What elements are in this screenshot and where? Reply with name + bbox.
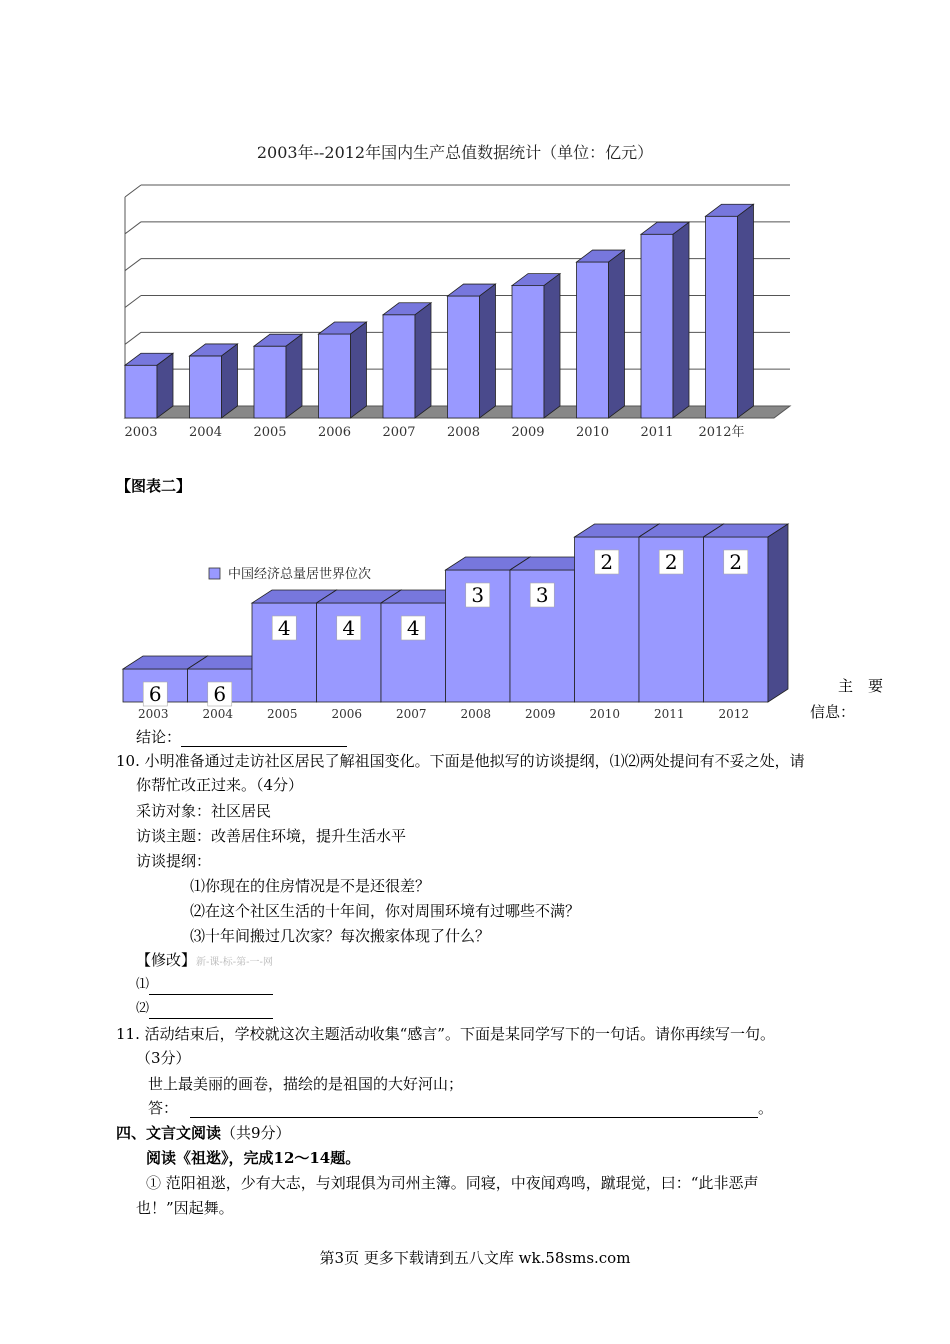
q11-answer-end: 。 [758,1099,774,1117]
rank-x-label: 2010 [589,707,621,721]
rank-value-label: 6 [148,682,162,706]
gdp-chart-title: 2003年--2012年国内生产总值数据统计（单位：亿元） [256,143,654,162]
section4-title: 四、文言文阅读 [116,1124,222,1142]
q10-blank1-row [136,975,273,995]
side-note-line2: 信息： [810,703,856,721]
q10-outline-label: 访谈提纲： [136,852,212,870]
rank-value-label: 4 [277,616,291,640]
rank-x-label: 2005 [266,707,298,721]
rank-value-label: 2 [729,550,743,574]
gdp-x-label: 2011 [640,425,674,440]
q10-blank2-label: ⑵ [136,1001,150,1016]
gdp-bar-2008 [448,284,496,418]
q10-revise-label: 【修改】 [136,951,197,969]
gdp-bar-2007 [383,303,431,418]
rank-value-label: 4 [342,616,356,640]
gdp-x-label: 2004 [188,425,223,440]
rank-x-label: 2009 [524,707,556,721]
rank-value-label: 4 [406,616,420,640]
q11-answer-label: 答： [148,1099,179,1117]
watermark: 新-课-标-第-一-网 [196,957,273,968]
rank-legend-swatch [209,568,220,579]
gdp-bar-2005 [254,334,302,418]
q11-answer-row [148,1098,773,1118]
q11-line1: 11. 活动结束后，学校就这次主题活动收集“感言”。下面是某同学写下的一句话。请你再续写一句。 [116,1025,775,1043]
rank-x-label: 2011 [653,707,685,721]
gdp-x-label: 2008 [446,425,481,440]
gdp-bar-2010 [577,250,625,418]
q10-blank1-label: ⑴ [136,977,150,992]
rank-bar-2012 [704,524,789,702]
section4-heading [116,1123,291,1143]
gdp-x-label: 2007 [382,425,416,440]
gdp-x-label: 2005 [253,425,287,440]
gdp-x-label: 2012年 [698,425,745,440]
rank-legend-label: 中国经济总量居世界位次 [228,567,372,582]
side-note-line1: 主 要 [838,677,884,695]
section4-para-1: ① 范阳祖逖，少有大志，与刘琨俱为司州主簿。同寝，中夜闻鸡鸣，蹴琨觉，曰：“此非恶声 [146,1174,759,1192]
gdp-x-label: 2003 [124,425,158,440]
section4-score: （共9分） [221,1124,291,1142]
q11-answer-blank [190,1103,758,1118]
gdp-bar-2011 [641,222,689,418]
conclusion-label: 结论： [136,728,182,746]
gdp-bar-2009 [512,274,560,418]
q10-target: 采访对象：社区居民 [136,802,272,820]
page-footer: 第3页 更多下载请到五八文库 wk.58sms.com [319,1249,631,1267]
q11-line2: （3分） [136,1049,191,1067]
gdp-bar-2012 [706,204,754,418]
rank-x-label: 2006 [331,707,363,721]
gdp-bar-2004 [190,344,238,418]
gdp-x-label: 2010 [575,425,610,440]
q10-line1: 10. 小明准备通过走访社区居民了解祖国变化。下面是他拟写的访谈提纲，⑴⑵两处提问有不妥之处，请 [116,752,805,770]
rank-chart [0,515,950,730]
rank-value-label: 6 [213,682,227,706]
rank-x-label: 2012 [718,707,750,721]
rank-value-label: 3 [535,583,549,607]
rank-x-label: 2007 [395,707,427,721]
q10-theme: 访谈主题：改善居住环境，提升生活水平 [136,827,407,845]
chart-two-label: 【图表二】 [116,477,192,495]
gdp-chart [0,130,950,450]
gdp-x-label: 2009 [511,425,545,440]
rank-x-label: 2003 [137,707,169,721]
section4-para-2: 也！”因起舞。 [136,1199,234,1217]
q11-sentence: 世上最美丽的画卷，描绘的是祖国的大好河山； [148,1075,464,1093]
rank-x-label: 2004 [202,707,234,721]
q10-line2: 你帮忙改正过来。（4分） [136,776,304,794]
gdp-bar-2003 [125,353,173,418]
gdp-bar-2006 [319,322,367,418]
q10-item-1: ⑴你现在的住房情况是不是还很差？ [190,877,431,895]
section4-instruction: 阅读《祖逖》，完成12～14题。 [146,1149,361,1167]
rank-value-label: 2 [664,550,678,574]
conclusion-row [136,727,347,747]
q10-revise-row [136,950,273,973]
rank-x-label: 2008 [460,707,492,721]
gdp-x-label: 2006 [317,425,352,440]
conclusion-blank [181,730,347,747]
q10-item-2: ⑵在这个社区生活的十年间，你对周围环境有过哪些不满？ [190,902,581,920]
rank-value-label: 2 [600,550,614,574]
q10-blank2 [149,1004,273,1019]
rank-value-label: 3 [471,583,485,607]
q10-blank1 [149,980,273,995]
q10-blank2-row [136,999,273,1019]
q10-item-3: ⑶十年间搬过几次家？每次搬家体现了什么？ [190,927,491,945]
